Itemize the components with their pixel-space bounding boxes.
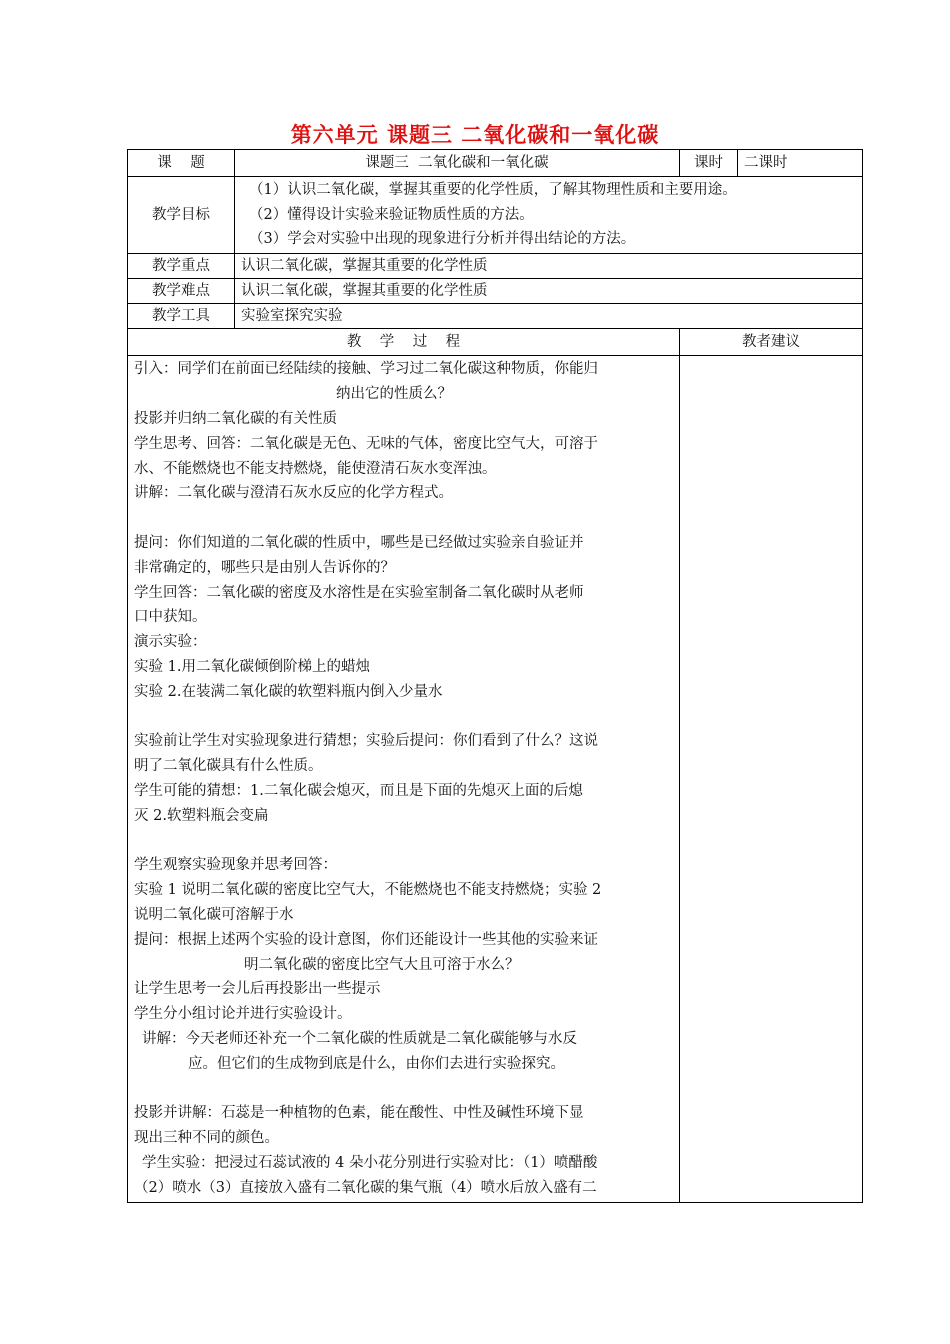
blank-line	[134, 506, 673, 531]
topic-row	[128, 150, 863, 177]
process-line: 灭 2.软塑料瓶会变扁	[134, 807, 269, 824]
process-line: 实验 2.在装满二氧化碳的软塑料瓶内倒入少量水	[134, 683, 443, 700]
difficulty-label: 教学难点	[128, 279, 235, 304]
process-line: 学生思考、回答：二氧化碳是无色、无味的气体，密度比空气大，可溶于	[134, 435, 598, 452]
key-point-value: 认识二氧化碳，掌握其重要的化学性质	[235, 254, 863, 279]
process-line: 非常确定的，哪些只是由别人告诉你的？	[134, 559, 395, 576]
goals-label: 教学目标	[128, 177, 235, 254]
process-line: 纳出它的性质么？	[336, 386, 452, 403]
process-line: 应。但它们的生成物到底是什么，由你们去进行实验探究。	[188, 1055, 565, 1072]
process-line: 学生可能的猜想：1.二氧化碳会熄灭，而且是下面的先熄灭上面的后熄	[134, 783, 583, 799]
key-point-label: 教学重点	[128, 254, 235, 279]
page-title: 第六单元 课题三 二氧化碳和一氧化碳	[290, 122, 660, 147]
difficulty-row	[128, 279, 863, 304]
process-content	[128, 356, 680, 1203]
process-line: 现出三种不同的颜色。	[134, 1130, 279, 1147]
process-header: 教 学 过 程	[128, 329, 680, 356]
process-line: 水、不能燃烧也不能支持燃烧，能使澄清石灰水变浑浊。	[134, 460, 497, 477]
process-line: 投影并讲解：石蕊是一种植物的色素，能在酸性、中性及碱性环境下显	[134, 1105, 584, 1122]
process-line: 学生观察实验现象并思考回答：	[134, 857, 337, 874]
key-point-row	[128, 254, 863, 279]
blank-line	[134, 829, 673, 854]
goals-row	[128, 177, 863, 254]
tools-value: 实验室探究实验	[235, 304, 863, 329]
process-line: 学生回答：二氧化碳的密度及水溶性是在实验室制备二氧化碳时从老师	[134, 584, 584, 601]
process-line: 提问：你们知道的二氧化碳的性质中，哪些是已经做过实验亲自验证并	[134, 535, 584, 552]
process-line: 演示实验：	[134, 634, 207, 651]
process-header-row	[128, 329, 863, 356]
goal-item: （2）懂得设计实验来验证物质性质的方法。	[249, 206, 534, 223]
process-line: 讲解：二氧化碳与澄清石灰水反应的化学方程式。	[134, 485, 453, 502]
tools-label: 教学工具	[128, 304, 235, 329]
process-line: （2）喷水（3）直接放入盛有二氧化碳的集气瓶（4）喷水后放入盛有二	[134, 1179, 597, 1196]
hours-value: 二课时	[738, 150, 863, 177]
process-line: 投影并归纳二氧化碳的有关性质	[134, 411, 337, 428]
process-line: 实验前让学生对实验现象进行猜想；实验后提问：你们看到了什么？这说	[134, 733, 598, 750]
difficulty-value: 认识二氧化碳，掌握其重要的化学性质	[235, 279, 863, 304]
tools-row	[128, 304, 863, 329]
process-row	[128, 356, 863, 1203]
process-line: 口中获知。	[134, 609, 207, 626]
process-line: 明了二氧化碳具有什么性质。	[134, 758, 323, 775]
goal-item: （3）学会对实验中出现的现象进行分析并得出结论的方法。	[249, 231, 636, 248]
hours-label: 课时	[680, 150, 738, 177]
goal-item: （1）认识二氧化碳，掌握其重要的化学性质，了解其物理性质和主要用途。	[249, 182, 737, 199]
blank-line	[134, 1077, 673, 1102]
process-line: 讲解：今天老师还补充一个二氧化碳的性质就是二氧化碳能够与水反	[142, 1030, 577, 1047]
goals-content	[235, 177, 863, 254]
topic-label: 课 题	[128, 150, 235, 177]
process-line: 明二氧化碳的密度比空气大且可溶于水么？	[244, 956, 520, 973]
topic-value: 课题三 二氧化碳和一氧化碳	[235, 150, 680, 177]
blank-line	[134, 705, 673, 730]
process-line: 实验 1.用二氧化碳倾倒阶梯上的蜡烛	[134, 659, 370, 676]
process-line: 学生分小组讨论并进行实验设计。	[134, 1006, 352, 1023]
advice-content	[680, 356, 863, 1203]
lesson-plan-table	[127, 149, 863, 1203]
process-line: 让学生思考一会儿后再投影出一些提示	[134, 981, 381, 998]
process-line: 学生实验：把浸过石蕊试液的 4 朵小花分别进行实验对比：（1）喷醋酸	[142, 1154, 598, 1171]
process-line: 引入：同学们在前面已经陆续的接触、学习过二氧化碳这种物质，你能归	[134, 361, 598, 378]
process-line: 说明二氧化碳可溶解于水	[134, 906, 294, 923]
process-line: 提问：根据上述两个实验的设计意图，你们还能设计一些其他的实验来证	[134, 931, 598, 948]
advice-header: 教者建议	[680, 329, 863, 356]
process-line: 实验 1 说明二氧化碳的密度比空气大，不能燃烧也不能支持燃烧；实验 2	[134, 882, 602, 899]
